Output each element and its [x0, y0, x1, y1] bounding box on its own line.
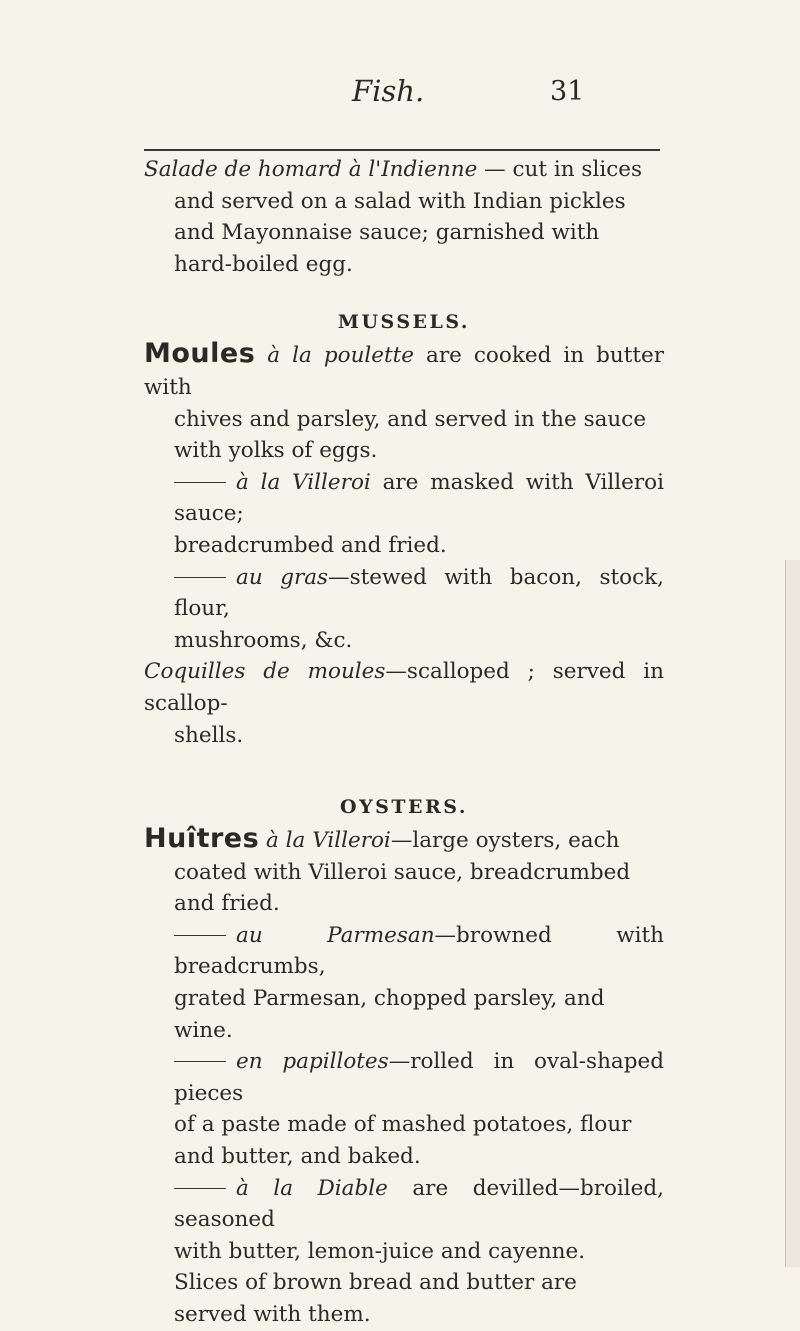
- page-number: 31: [550, 76, 585, 107]
- entry-first-line: [144, 920, 664, 983]
- entry-continuation-line: hard-boiled egg.: [174, 251, 353, 277]
- entry-continuation-line: chives and parsley, and served in the sauce: [174, 406, 647, 432]
- dish-name: au gras: [236, 564, 329, 590]
- entry-first-line: [144, 1173, 664, 1236]
- entry-continuation-line: mushrooms, &c.: [174, 627, 353, 653]
- entry-first-line: [144, 1046, 664, 1109]
- running-head: [0, 74, 800, 114]
- entry-text: are cooked in butter with: [144, 343, 664, 400]
- entry-continuation-line: served with them.: [174, 1302, 371, 1327]
- page-spine-shadow: [785, 560, 800, 1267]
- dish-name: à la Diable: [236, 1175, 388, 1201]
- running-title: Fish.: [352, 74, 425, 108]
- entry-mussels: [144, 338, 664, 466]
- entry-continuation-line: with butter, lemon-juice and cayenne.: [174, 1238, 586, 1264]
- dish-name: Salade de homard à l'Indienne: [144, 157, 478, 182]
- entry-text: —large oysters, each: [390, 828, 620, 854]
- entry-text: are masked with Villeroi sauce;: [174, 469, 664, 527]
- entry-first-line: [144, 467, 664, 530]
- section-heading-oysters: OYSTERS.: [340, 796, 468, 819]
- entry-continuation-line: and fried.: [174, 891, 280, 917]
- entry-first-line: [144, 562, 664, 625]
- dish-name: à la Villeroi: [259, 828, 391, 854]
- entry-continuation-line: coated with Villeroi sauce, breadcrumbed: [174, 859, 631, 885]
- entry-oysters: [144, 1046, 664, 1172]
- ditto-dash: [174, 1061, 226, 1062]
- ditto-dash: [174, 577, 226, 578]
- entry-continuation-line: grated Parmesan, chopped parsley, and: [174, 986, 605, 1012]
- dish-name: au Parmesan: [236, 922, 435, 948]
- entry-lead-word: Huîtres: [144, 823, 260, 855]
- ditto-dash: [174, 1188, 226, 1189]
- entry-continuation-line: with yolks of eggs.: [174, 438, 378, 464]
- entry-text: —rolled in oval-shaped pieces: [174, 1049, 665, 1106]
- entry-oysters: [144, 1173, 664, 1331]
- page-body: [144, 154, 664, 1331]
- header-rule: [144, 149, 660, 151]
- entry-first-line: [144, 338, 664, 403]
- entry-oysters: [144, 920, 664, 1046]
- entry-mussels: [144, 656, 664, 751]
- entry-continuation-line: and Mayonnaise sauce; garnished with: [174, 220, 600, 246]
- dish-name: en papillotes: [236, 1049, 389, 1075]
- section-heading-mussels: MUSSELS.: [337, 311, 471, 334]
- dish-name: à la poulette: [255, 343, 415, 369]
- entry-first-line: [144, 656, 664, 719]
- entry-text: —scalloped ; served in scallop-: [144, 659, 664, 716]
- entry-continuation-line: wine.: [174, 1017, 233, 1043]
- entry-text: are devilled—broiled, seasoned: [174, 1175, 664, 1233]
- entry-first-line: [144, 154, 664, 186]
- entry-mussels: [144, 562, 664, 657]
- entry-continuation-line: of a paste made of mashed potatoes, flour: [174, 1112, 632, 1138]
- entry-text: —browned with breadcrumbs,: [174, 922, 665, 980]
- entry-salade-de-homard: [144, 154, 664, 280]
- entry-text: — cut in slices: [477, 157, 643, 182]
- dish-name: Coquilles de moules: [144, 659, 386, 685]
- ditto-dash: [174, 935, 226, 936]
- entry-lead-word: Moules: [144, 338, 256, 370]
- dish-name: à la Villeroi: [236, 469, 371, 495]
- entry-continuation-line: and served on a salad with Indian pickles: [174, 188, 626, 214]
- entry-continuation-line: and butter, and baked.: [174, 1144, 421, 1170]
- entry-text: —stewed with bacon, stock, flour,: [174, 564, 664, 622]
- entry-continuation-line: breadcrumbed and fried.: [174, 532, 447, 558]
- entry-oysters: [144, 823, 664, 920]
- ditto-dash: [174, 482, 226, 483]
- entry-mussels: [144, 467, 664, 562]
- entry-continuation-line: shells.: [174, 722, 244, 748]
- entry-first-line: [144, 823, 664, 857]
- entry-continuation-line: Slices of brown bread and butter are: [174, 1270, 577, 1296]
